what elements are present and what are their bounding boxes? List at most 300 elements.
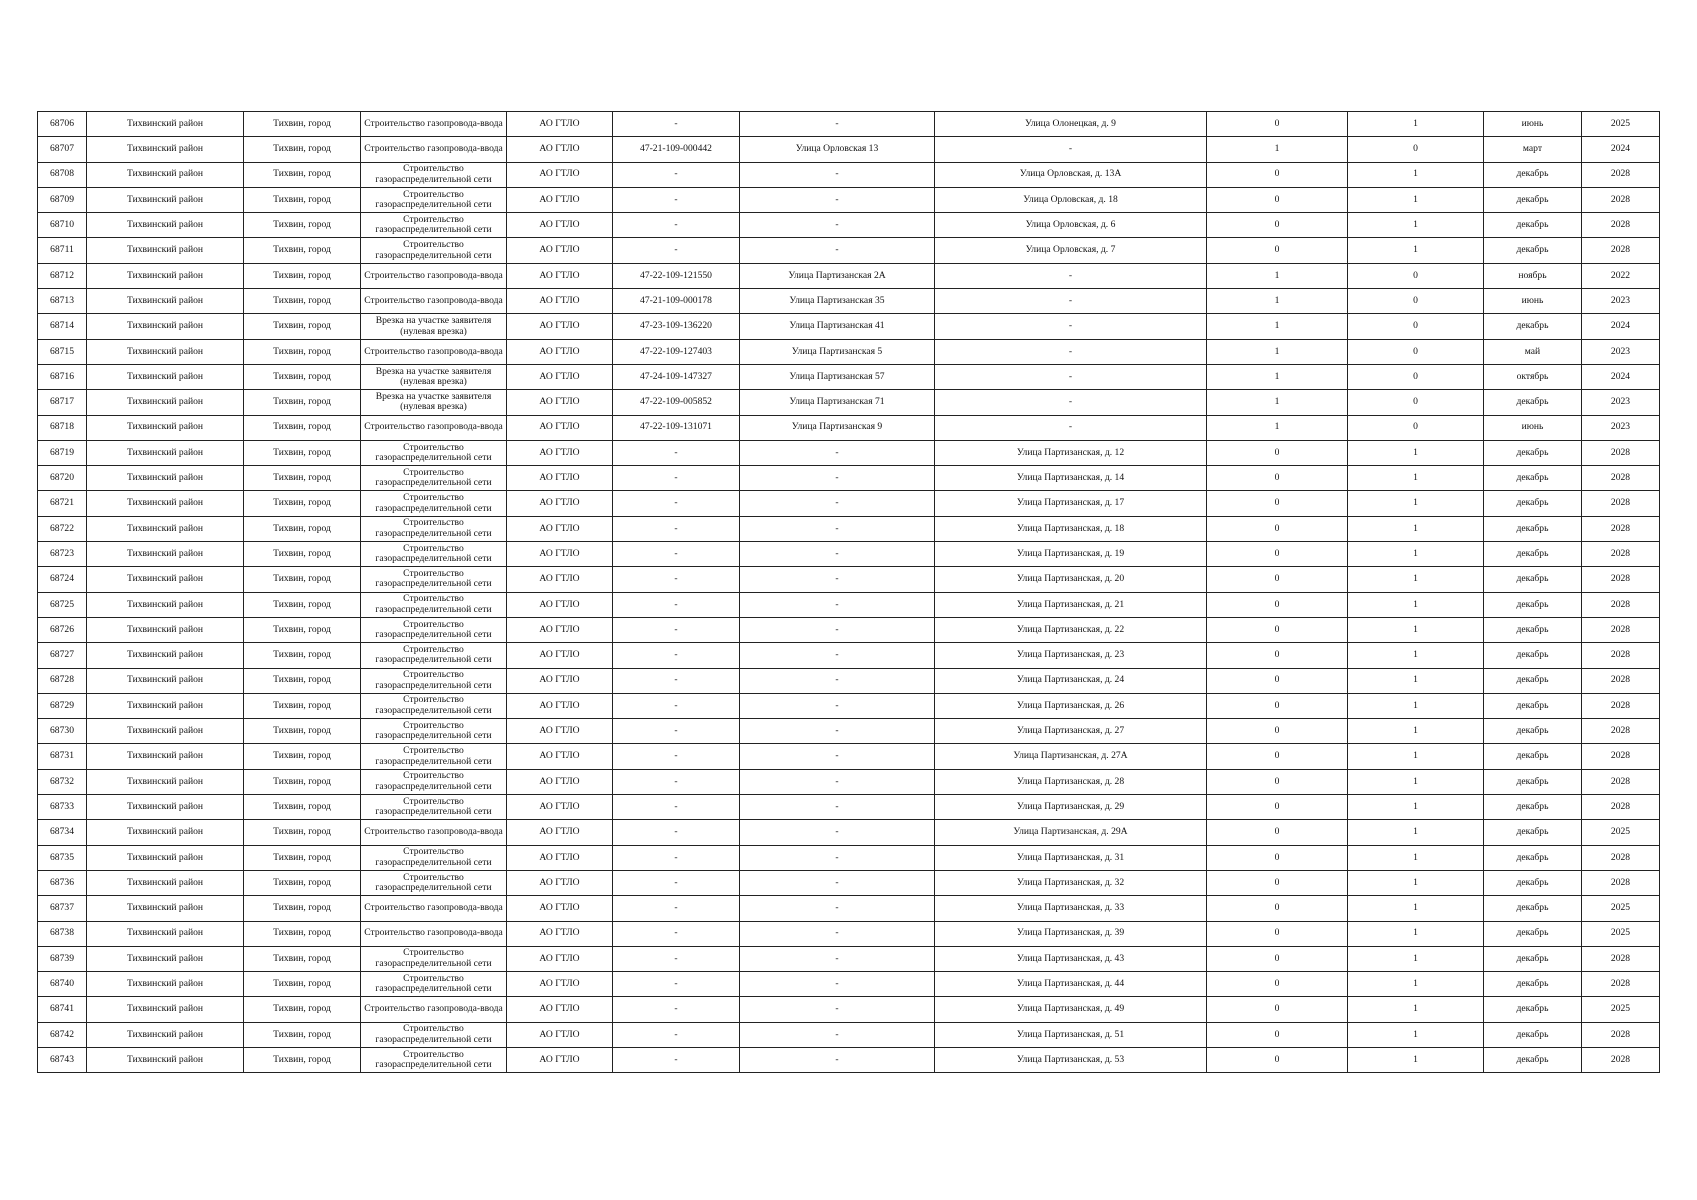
- cell-year: 2028: [1582, 213, 1660, 238]
- cell-year: 2028: [1582, 845, 1660, 870]
- table-body: [38, 112, 1660, 1073]
- cell-count-a: 0: [1207, 516, 1348, 541]
- cell-count-a: 1: [1207, 415, 1348, 440]
- cell-year: 2028: [1582, 440, 1660, 465]
- cell-contract-number: 47-21-109-000178: [613, 289, 740, 314]
- cell-new-address: Улица Партизанская, д. 14: [935, 466, 1207, 491]
- cell-district: Тихвинский район: [87, 1047, 244, 1072]
- cell-year: 2028: [1582, 1022, 1660, 1047]
- cell-new-address: Улица Партизанская, д. 49: [935, 997, 1207, 1022]
- cell-count-b: 1: [1348, 769, 1484, 794]
- cell-contract-number: -: [613, 795, 740, 820]
- cell-year: 2028: [1582, 643, 1660, 668]
- table-row: [38, 795, 1660, 820]
- cell-contract-number: -: [613, 845, 740, 870]
- cell-contract-number: 47-24-109-147327: [613, 364, 740, 389]
- cell-locality: Тихвин, город: [244, 440, 361, 465]
- cell-object-address: -: [740, 542, 935, 567]
- cell-object-address: Улица Партизанская 35: [740, 289, 935, 314]
- cell-new-address: Улица Партизанская, д. 27: [935, 719, 1207, 744]
- cell-district: Тихвинский район: [87, 567, 244, 592]
- cell-count-a: 1: [1207, 263, 1348, 288]
- cell-row-number: 68740: [38, 972, 87, 997]
- cell-month: декабрь: [1484, 896, 1582, 921]
- cell-locality: Тихвин, город: [244, 769, 361, 794]
- cell-count-a: 0: [1207, 1047, 1348, 1072]
- cell-count-a: 1: [1207, 137, 1348, 162]
- cell-work-type: Строительство газопровода-ввода: [361, 820, 507, 845]
- cell-year: 2028: [1582, 567, 1660, 592]
- cell-new-address: Улица Партизанская, д. 17: [935, 491, 1207, 516]
- cell-count-b: 1: [1348, 997, 1484, 1022]
- cell-contract-number: -: [613, 542, 740, 567]
- table-row: [38, 845, 1660, 870]
- cell-count-a: 0: [1207, 820, 1348, 845]
- cell-work-type: Строительство газопровода-ввода: [361, 997, 507, 1022]
- cell-new-address: Улица Партизанская, д. 23: [935, 643, 1207, 668]
- table-row: [38, 213, 1660, 238]
- cell-month: декабрь: [1484, 542, 1582, 567]
- cell-organization: АО ГТЛО: [507, 238, 613, 263]
- cell-district: Тихвинский район: [87, 542, 244, 567]
- cell-new-address: Улица Олонецкая, д. 9: [935, 112, 1207, 137]
- cell-object-address: -: [740, 213, 935, 238]
- cell-object-address: -: [740, 112, 935, 137]
- cell-work-type: Строительство газораспределительной сети: [361, 719, 507, 744]
- table-row: [38, 187, 1660, 212]
- cell-count-a: 0: [1207, 997, 1348, 1022]
- cell-count-b: 1: [1348, 1022, 1484, 1047]
- cell-work-type: Строительство газораспределительной сети: [361, 946, 507, 971]
- cell-year: 2028: [1582, 719, 1660, 744]
- table-row: [38, 870, 1660, 895]
- cell-row-number: 68708: [38, 162, 87, 187]
- cell-organization: АО ГТЛО: [507, 390, 613, 415]
- cell-count-a: 0: [1207, 921, 1348, 946]
- cell-row-number: 68736: [38, 870, 87, 895]
- cell-row-number: 68716: [38, 364, 87, 389]
- cell-month: декабрь: [1484, 744, 1582, 769]
- cell-count-a: 0: [1207, 112, 1348, 137]
- cell-object-address: -: [740, 896, 935, 921]
- cell-contract-number: -: [613, 112, 740, 137]
- cell-work-type: Строительство газораспределительной сети: [361, 466, 507, 491]
- cell-count-b: 0: [1348, 137, 1484, 162]
- cell-row-number: 68733: [38, 795, 87, 820]
- cell-work-type: Строительство газопровода-ввода: [361, 137, 507, 162]
- cell-row-number: 68710: [38, 213, 87, 238]
- cell-work-type: Строительство газораспределительной сети: [361, 769, 507, 794]
- cell-new-address: -: [935, 364, 1207, 389]
- cell-locality: Тихвин, город: [244, 364, 361, 389]
- cell-object-address: -: [740, 592, 935, 617]
- cell-new-address: Улица Партизанская, д. 22: [935, 617, 1207, 642]
- cell-work-type: Строительство газораспределительной сети: [361, 516, 507, 541]
- cell-month: декабрь: [1484, 440, 1582, 465]
- cell-organization: АО ГТЛО: [507, 972, 613, 997]
- cell-row-number: 68734: [38, 820, 87, 845]
- cell-district: Тихвинский район: [87, 997, 244, 1022]
- cell-month: декабрь: [1484, 668, 1582, 693]
- table-row: [38, 719, 1660, 744]
- cell-work-type: Врезка на участке заявителя (нулевая врезка): [361, 390, 507, 415]
- cell-new-address: Улица Партизанская, д. 31: [935, 845, 1207, 870]
- cell-count-a: 0: [1207, 238, 1348, 263]
- cell-work-type: Строительство газопровода-ввода: [361, 263, 507, 288]
- cell-district: Тихвинский район: [87, 643, 244, 668]
- cell-new-address: Улица Партизанская, д. 12: [935, 440, 1207, 465]
- cell-row-number: 68717: [38, 390, 87, 415]
- table-row: [38, 921, 1660, 946]
- cell-district: Тихвинский район: [87, 263, 244, 288]
- cell-count-b: 1: [1348, 668, 1484, 693]
- cell-new-address: -: [935, 415, 1207, 440]
- cell-organization: АО ГТЛО: [507, 289, 613, 314]
- cell-contract-number: -: [613, 769, 740, 794]
- cell-work-type: Строительство газораспределительной сети: [361, 744, 507, 769]
- cell-locality: Тихвин, город: [244, 1022, 361, 1047]
- table-row: [38, 896, 1660, 921]
- cell-organization: АО ГТЛО: [507, 187, 613, 212]
- cell-count-b: 1: [1348, 112, 1484, 137]
- cell-object-address: -: [740, 769, 935, 794]
- cell-object-address: -: [740, 719, 935, 744]
- cell-month: декабрь: [1484, 972, 1582, 997]
- cell-count-b: 1: [1348, 795, 1484, 820]
- table-row: [38, 668, 1660, 693]
- cell-object-address: -: [740, 1047, 935, 1072]
- cell-work-type: Строительство газораспределительной сети: [361, 213, 507, 238]
- cell-work-type: Строительство газораспределительной сети: [361, 592, 507, 617]
- cell-count-a: 0: [1207, 870, 1348, 895]
- cell-contract-number: -: [613, 1047, 740, 1072]
- cell-locality: Тихвин, город: [244, 668, 361, 693]
- cell-new-address: Улица Партизанская, д. 27А: [935, 744, 1207, 769]
- cell-work-type: Строительство газораспределительной сети: [361, 567, 507, 592]
- cell-count-b: 1: [1348, 744, 1484, 769]
- cell-locality: Тихвин, город: [244, 314, 361, 339]
- cell-year: 2023: [1582, 390, 1660, 415]
- cell-count-a: 0: [1207, 567, 1348, 592]
- cell-organization: АО ГТЛО: [507, 440, 613, 465]
- cell-year: 2024: [1582, 137, 1660, 162]
- cell-count-a: 1: [1207, 339, 1348, 364]
- table-row: [38, 1047, 1660, 1072]
- cell-district: Тихвинский район: [87, 896, 244, 921]
- cell-contract-number: 47-22-109-131071: [613, 415, 740, 440]
- cell-count-a: 0: [1207, 719, 1348, 744]
- cell-organization: АО ГТЛО: [507, 921, 613, 946]
- cell-work-type: Строительство газопровода-ввода: [361, 112, 507, 137]
- cell-count-b: 1: [1348, 592, 1484, 617]
- cell-month: декабрь: [1484, 491, 1582, 516]
- cell-new-address: Улица Партизанская, д. 24: [935, 668, 1207, 693]
- cell-work-type: Врезка на участке заявителя (нулевая врезка): [361, 314, 507, 339]
- cell-year: 2028: [1582, 1047, 1660, 1072]
- cell-organization: АО ГТЛО: [507, 769, 613, 794]
- document-page: [37, 111, 1659, 1073]
- cell-work-type: Строительство газораспределительной сети: [361, 643, 507, 668]
- cell-object-address: -: [740, 820, 935, 845]
- cell-month: октябрь: [1484, 364, 1582, 389]
- cell-district: Тихвинский район: [87, 592, 244, 617]
- table-row: [38, 693, 1660, 718]
- cell-new-address: Улица Партизанская, д. 29А: [935, 820, 1207, 845]
- cell-organization: АО ГТЛО: [507, 845, 613, 870]
- cell-organization: АО ГТЛО: [507, 719, 613, 744]
- cell-year: 2025: [1582, 921, 1660, 946]
- cell-locality: Тихвин, город: [244, 162, 361, 187]
- cell-contract-number: -: [613, 491, 740, 516]
- cell-count-b: 0: [1348, 314, 1484, 339]
- cell-count-b: 1: [1348, 896, 1484, 921]
- cell-year: 2028: [1582, 592, 1660, 617]
- cell-month: декабрь: [1484, 921, 1582, 946]
- table-row: [38, 516, 1660, 541]
- cell-locality: Тихвин, город: [244, 1047, 361, 1072]
- cell-contract-number: -: [613, 870, 740, 895]
- cell-row-number: 68718: [38, 415, 87, 440]
- cell-year: 2024: [1582, 314, 1660, 339]
- table-row: [38, 617, 1660, 642]
- cell-count-b: 1: [1348, 719, 1484, 744]
- cell-contract-number: -: [613, 516, 740, 541]
- cell-count-b: 1: [1348, 617, 1484, 642]
- cell-count-b: 1: [1348, 516, 1484, 541]
- cell-new-address: Улица Партизанская, д. 28: [935, 769, 1207, 794]
- cell-contract-number: 47-22-109-121550: [613, 263, 740, 288]
- cell-organization: АО ГТЛО: [507, 213, 613, 238]
- cell-work-type: Строительство газораспределительной сети: [361, 870, 507, 895]
- cell-count-a: 0: [1207, 693, 1348, 718]
- cell-object-address: -: [740, 440, 935, 465]
- cell-object-address: -: [740, 1022, 935, 1047]
- cell-district: Тихвинский район: [87, 390, 244, 415]
- table-row: [38, 440, 1660, 465]
- cell-locality: Тихвин, город: [244, 719, 361, 744]
- table-row: [38, 491, 1660, 516]
- cell-organization: АО ГТЛО: [507, 693, 613, 718]
- cell-count-b: 1: [1348, 870, 1484, 895]
- cell-work-type: Строительство газораспределительной сети: [361, 795, 507, 820]
- cell-count-a: 0: [1207, 491, 1348, 516]
- cell-organization: АО ГТЛО: [507, 617, 613, 642]
- cell-new-address: Улица Партизанская, д. 20: [935, 567, 1207, 592]
- cell-organization: АО ГТЛО: [507, 896, 613, 921]
- table-row: [38, 390, 1660, 415]
- cell-count-a: 0: [1207, 440, 1348, 465]
- table-row: [38, 339, 1660, 364]
- cell-month: декабрь: [1484, 466, 1582, 491]
- cell-contract-number: -: [613, 668, 740, 693]
- table-row: [38, 137, 1660, 162]
- cell-locality: Тихвин, город: [244, 896, 361, 921]
- cell-contract-number: -: [613, 1022, 740, 1047]
- cell-work-type: Строительство газораспределительной сети: [361, 668, 507, 693]
- cell-count-b: 1: [1348, 1047, 1484, 1072]
- cell-district: Тихвинский район: [87, 744, 244, 769]
- cell-year: 2023: [1582, 415, 1660, 440]
- cell-work-type: Строительство газораспределительной сети: [361, 972, 507, 997]
- cell-locality: Тихвин, город: [244, 187, 361, 212]
- cell-locality: Тихвин, город: [244, 491, 361, 516]
- cell-object-address: -: [740, 491, 935, 516]
- cell-district: Тихвинский район: [87, 364, 244, 389]
- cell-work-type: Строительство газораспределительной сети: [361, 187, 507, 212]
- cell-row-number: 68735: [38, 845, 87, 870]
- cell-district: Тихвинский район: [87, 617, 244, 642]
- cell-month: декабрь: [1484, 1022, 1582, 1047]
- cell-new-address: Улица Орловская, д. 18: [935, 187, 1207, 212]
- table-row: [38, 769, 1660, 794]
- cell-count-b: 1: [1348, 466, 1484, 491]
- cell-organization: АО ГТЛО: [507, 643, 613, 668]
- cell-organization: АО ГТЛО: [507, 668, 613, 693]
- cell-work-type: Строительство газораспределительной сети: [361, 617, 507, 642]
- cell-count-b: 0: [1348, 339, 1484, 364]
- cell-contract-number: -: [613, 921, 740, 946]
- cell-new-address: Улица Партизанская, д. 44: [935, 972, 1207, 997]
- cell-month: декабрь: [1484, 213, 1582, 238]
- cell-count-a: 0: [1207, 668, 1348, 693]
- cell-organization: АО ГТЛО: [507, 870, 613, 895]
- cell-month: декабрь: [1484, 592, 1582, 617]
- cell-district: Тихвинский район: [87, 820, 244, 845]
- cell-new-address: Улица Партизанская, д. 29: [935, 795, 1207, 820]
- cell-district: Тихвинский район: [87, 466, 244, 491]
- cell-district: Тихвинский район: [87, 415, 244, 440]
- cell-locality: Тихвин, город: [244, 213, 361, 238]
- cell-locality: Тихвин, город: [244, 466, 361, 491]
- cell-count-b: 1: [1348, 693, 1484, 718]
- cell-district: Тихвинский район: [87, 946, 244, 971]
- cell-object-address: Улица Партизанская 9: [740, 415, 935, 440]
- cell-month: декабрь: [1484, 870, 1582, 895]
- cell-count-b: 1: [1348, 238, 1484, 263]
- cell-year: 2028: [1582, 491, 1660, 516]
- cell-contract-number: -: [613, 567, 740, 592]
- cell-organization: АО ГТЛО: [507, 263, 613, 288]
- cell-year: 2028: [1582, 466, 1660, 491]
- cell-count-b: 1: [1348, 820, 1484, 845]
- cell-work-type: Строительство газопровода-ввода: [361, 289, 507, 314]
- cell-year: 2028: [1582, 795, 1660, 820]
- cell-contract-number: -: [613, 946, 740, 971]
- table-row: [38, 466, 1660, 491]
- cell-organization: АО ГТЛО: [507, 592, 613, 617]
- cell-object-address: -: [740, 744, 935, 769]
- cell-row-number: 68707: [38, 137, 87, 162]
- cell-locality: Тихвин, город: [244, 339, 361, 364]
- cell-object-address: -: [740, 997, 935, 1022]
- cell-month: декабрь: [1484, 1047, 1582, 1072]
- cell-organization: АО ГТЛО: [507, 744, 613, 769]
- cell-contract-number: 47-21-109-000442: [613, 137, 740, 162]
- cell-district: Тихвинский район: [87, 972, 244, 997]
- cell-locality: Тихвин, город: [244, 263, 361, 288]
- table-row: [38, 263, 1660, 288]
- table-row: [38, 592, 1660, 617]
- cell-row-number: 68706: [38, 112, 87, 137]
- cell-contract-number: 47-23-109-136220: [613, 314, 740, 339]
- cell-contract-number: -: [613, 440, 740, 465]
- cell-month: ноябрь: [1484, 263, 1582, 288]
- cell-locality: Тихвин, город: [244, 112, 361, 137]
- table-row: [38, 946, 1660, 971]
- cell-year: 2028: [1582, 946, 1660, 971]
- cell-locality: Тихвин, город: [244, 997, 361, 1022]
- cell-object-address: -: [740, 845, 935, 870]
- cell-count-b: 1: [1348, 845, 1484, 870]
- cell-row-number: 68709: [38, 187, 87, 212]
- cell-organization: АО ГТЛО: [507, 466, 613, 491]
- table-row: [38, 415, 1660, 440]
- table-row: [38, 972, 1660, 997]
- table-row: [38, 567, 1660, 592]
- cell-object-address: Улица Партизанская 5: [740, 339, 935, 364]
- cell-organization: АО ГТЛО: [507, 162, 613, 187]
- cell-work-type: Строительство газораспределительной сети: [361, 693, 507, 718]
- cell-count-b: 1: [1348, 921, 1484, 946]
- cell-locality: Тихвин, город: [244, 390, 361, 415]
- cell-new-address: Улица Орловская, д. 7: [935, 238, 1207, 263]
- cell-contract-number: -: [613, 592, 740, 617]
- cell-object-address: -: [740, 187, 935, 212]
- cell-count-a: 1: [1207, 390, 1348, 415]
- cell-contract-number: -: [613, 187, 740, 212]
- cell-count-b: 0: [1348, 289, 1484, 314]
- cell-contract-number: -: [613, 213, 740, 238]
- cell-month: декабрь: [1484, 238, 1582, 263]
- cell-object-address: -: [740, 238, 935, 263]
- cell-year: 2028: [1582, 693, 1660, 718]
- cell-year: 2023: [1582, 339, 1660, 364]
- cell-row-number: 68712: [38, 263, 87, 288]
- cell-locality: Тихвин, город: [244, 693, 361, 718]
- cell-work-type: Строительство газопровода-ввода: [361, 339, 507, 364]
- cell-organization: АО ГТЛО: [507, 137, 613, 162]
- cell-count-b: 1: [1348, 491, 1484, 516]
- cell-object-address: -: [740, 921, 935, 946]
- cell-locality: Тихвин, город: [244, 820, 361, 845]
- cell-locality: Тихвин, город: [244, 289, 361, 314]
- cell-district: Тихвинский район: [87, 693, 244, 718]
- cell-row-number: 68731: [38, 744, 87, 769]
- cell-row-number: 68722: [38, 516, 87, 541]
- cell-district: Тихвинский район: [87, 845, 244, 870]
- cell-year: 2028: [1582, 542, 1660, 567]
- cell-object-address: Улица Партизанская 2А: [740, 263, 935, 288]
- cell-row-number: 68713: [38, 289, 87, 314]
- cell-year: 2028: [1582, 668, 1660, 693]
- cell-row-number: 68724: [38, 567, 87, 592]
- cell-locality: Тихвин, город: [244, 845, 361, 870]
- cell-locality: Тихвин, город: [244, 415, 361, 440]
- cell-year: 2025: [1582, 820, 1660, 845]
- cell-count-a: 0: [1207, 1022, 1348, 1047]
- cell-organization: АО ГТЛО: [507, 567, 613, 592]
- cell-row-number: 68714: [38, 314, 87, 339]
- cell-year: 2028: [1582, 769, 1660, 794]
- cell-contract-number: -: [613, 617, 740, 642]
- cell-year: 2025: [1582, 112, 1660, 137]
- cell-month: декабрь: [1484, 617, 1582, 642]
- cell-month: декабрь: [1484, 820, 1582, 845]
- cell-year: 2028: [1582, 617, 1660, 642]
- cell-row-number: 68728: [38, 668, 87, 693]
- cell-month: декабрь: [1484, 516, 1582, 541]
- cell-district: Тихвинский район: [87, 870, 244, 895]
